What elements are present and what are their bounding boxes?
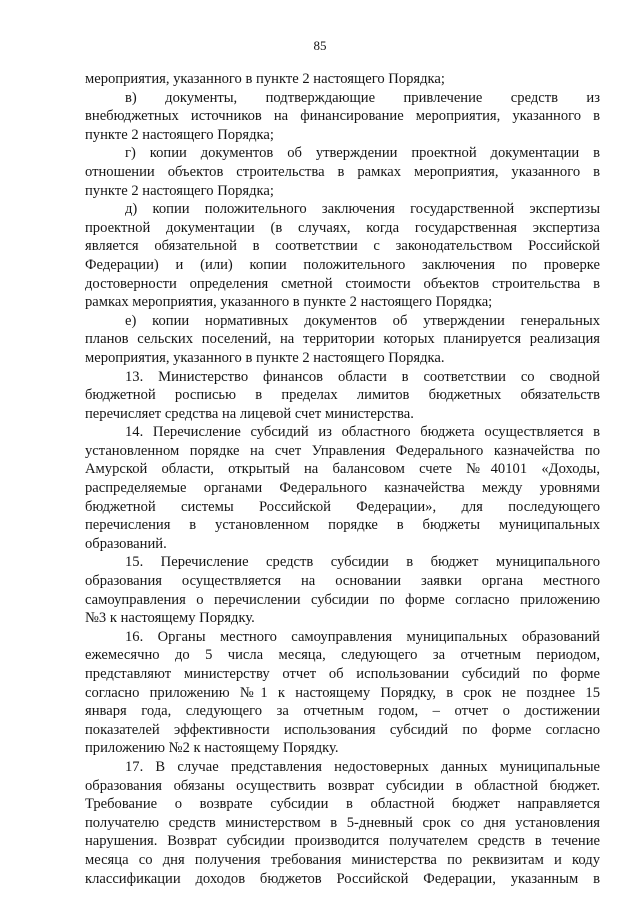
text-line: Федерации) и (или) копии положительного заключения по проверке bbox=[85, 256, 600, 273]
page-number: 85 bbox=[313, 38, 327, 53]
text-line: согласно приложению №1 к настоящему Порядку, в срок не позднее 15 bbox=[85, 684, 600, 701]
text-line: распределяемые органами Федерального казначейства между уровнями bbox=[85, 480, 600, 497]
text-line: образования осуществляется на основании заявки органа местного bbox=[85, 573, 600, 590]
text-line: установленном порядке на счет Управления Федерального казначейства по bbox=[85, 442, 600, 459]
text-line: классификации доходов бюджетов Российской Федерации, указанным в bbox=[85, 870, 600, 887]
text-line: образования обязаны осуществить возврат субсидии в областной бюджет. bbox=[85, 777, 600, 794]
text-line: 17. В случае представления недостоверных данных муниципальные bbox=[125, 758, 600, 775]
text-line: рамках мероприятия, указанного в пункте 2 настоящего Порядка; bbox=[85, 294, 493, 311]
text-line: планов сельских поселений, на территории которых планируется реализация bbox=[85, 331, 600, 348]
text-line: в) документы, подтверждающие привлечение средств из bbox=[125, 89, 600, 106]
text-line: проектной документации (в случаях, когда государственная экспертиза bbox=[85, 219, 600, 236]
text-line: №3 к настоящему Порядку. bbox=[85, 610, 255, 627]
text-line: г) копии документов об утверждении проектной документации в bbox=[125, 145, 600, 162]
text-line: получателю средств министерством в 5-дневный срок со дня установления bbox=[85, 814, 600, 831]
text-line: внебюджетных источников на финансирование мероприятия, указанного в bbox=[85, 108, 600, 125]
text-line: бюджетной системы Российской Федерации», для последующего bbox=[85, 498, 600, 515]
text-line: ежемесячно до 5 числа месяца, следующего за отчетным периодом, bbox=[85, 647, 600, 664]
text-line: отношении объектов строительства в рамках мероприятия, указанного в bbox=[85, 163, 600, 180]
text-line: д) копии положительного заключения государственной экспертизы bbox=[125, 201, 600, 218]
text-line: января года, следующего за отчетным годом, – отчет о достижении bbox=[85, 703, 600, 720]
text-line: приложению №2 к настоящему Порядку. bbox=[85, 740, 339, 757]
text-line: образований. bbox=[85, 535, 167, 552]
text-line: перечисляет средства на лицевой счет министерства. bbox=[85, 405, 414, 422]
text-line: представляют министерству отчет об использовании субсидий по форме bbox=[85, 666, 600, 682]
text-line: 14. Перечисление субсидий из областного бюджета осуществляется в bbox=[125, 424, 600, 441]
text-line: мероприятия, указанного в пункте 2 настоящего Порядка; bbox=[85, 71, 445, 87]
text-line: самоуправления о перечислении субсидии по форме согласно приложению bbox=[85, 591, 600, 608]
text-line: Требование о возврате субсидии в областной бюджет направляется bbox=[85, 796, 600, 813]
text-line: 16. Органы местного самоуправления муниципальных образований bbox=[125, 628, 600, 645]
text-line: нарушения. Возврат субсидии производится получателем средств в течение bbox=[85, 833, 600, 850]
text-line: пункте 2 настоящего Порядка; bbox=[85, 126, 274, 143]
text-line: мероприятия, указанного в пункте 2 настоящего Порядка. bbox=[85, 349, 445, 366]
text-line: перечисления в установленном порядке в бюджеты муниципальных bbox=[85, 517, 600, 534]
text-line: 15. Перечисление средств субсидии в бюджет муниципального bbox=[125, 554, 600, 571]
document-body bbox=[85, 70, 600, 888]
text-line: пункте 2 настоящего Порядка; bbox=[85, 182, 274, 199]
text-line: является обязательной в соответствии с законодательством Российской bbox=[85, 238, 600, 255]
text-line: бюджетной росписью в пределах лимитов бюджетных обязательств bbox=[85, 387, 600, 404]
text-line: е) копии нормативных документов об утверждении генеральных bbox=[125, 312, 600, 329]
text-line: 13. Министерство финансов области в соответствии со сводной bbox=[125, 368, 600, 385]
text-line: Амурской области, открытый на балансовом счете №40101 «Доходы, bbox=[85, 461, 600, 478]
text-line: показателей эффективности использования субсидий по форме согласно bbox=[85, 721, 600, 738]
text-line: достоверности определения сметной стоимости объектов строительства в bbox=[85, 275, 600, 292]
text-line: месяца со дня получения требования министерства по реквизитам и коду bbox=[85, 851, 600, 868]
